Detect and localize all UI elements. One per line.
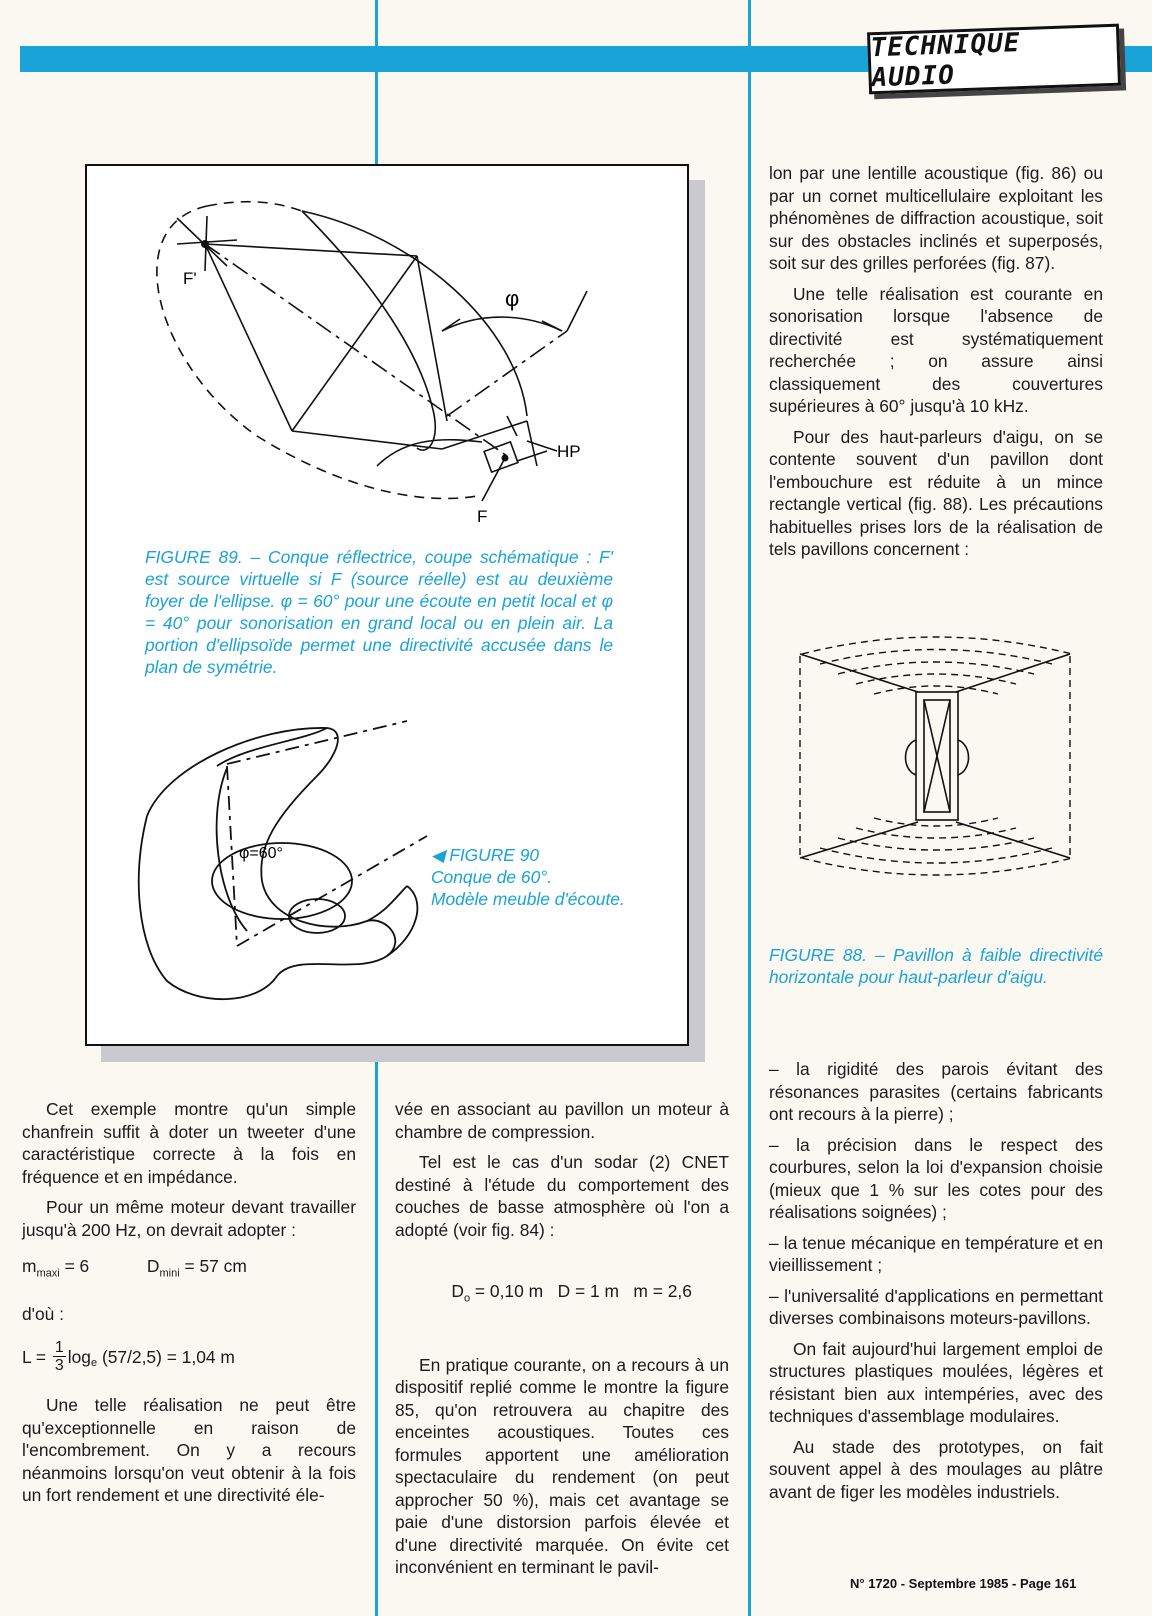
label-phi: φ — [505, 286, 520, 311]
left-paragraph-1: Cet exemple montre qu'un simple chanfrein suffit à doter un tweeter d'une caractéristique correcte à la fois en fréquence et en impédance. — [22, 1099, 356, 1187]
label-hp: HP — [557, 442, 581, 461]
figure-89-diagram — [87, 166, 687, 536]
section-title: TECHNIQUE AUDIO — [870, 28, 1021, 94]
column-rule-right — [748, 0, 751, 1616]
middle-paragraph-1: vée en associant au pavillon un moteur à chambre de compression. — [395, 1099, 729, 1142]
right-paragraph-4: On fait aujourd'hui largement emploi de structures plastiques moulées, légères et résistant bien aux intempéries, avec des techniques d'assemblage modulaires. — [769, 1338, 1103, 1426]
figure-89-caption: FIGURE 89. – Conque réflectrice, coupe schématique : F' est source virtuelle si F (source réelle) est au deuxième foyer de l'ellipse. φ = 60° pour une écoute en petit local et φ = 40° pour sonorisation en grand local ou en plein air. La portion d'ellipsoïde permet une directivité accusée dans le plan de symétrie. — [145, 547, 613, 677]
d-symbol: D — [146, 1256, 160, 1276]
right-paragraph-1: lon par une lentille acoustique (fig. 86) ou par un cornet multicellulaire exploitant les phénomènes de diffraction acoustique, soit sur des obstacles inclinés et superposés, soit sur des grilles perforées (fig. 87). — [769, 163, 1103, 273]
right-paragraph-5: Au stade des prototypes, on fait souvent appel à des moulages au plâtre avant de figer les modèles industriels. — [769, 1436, 1103, 1502]
label-f: F — [477, 507, 488, 526]
section-logo — [867, 24, 1121, 95]
right-column-top — [769, 162, 1103, 569]
m-subscript: maxi — [36, 1267, 60, 1280]
figure-90-line1: Conque de 60°. — [431, 867, 553, 887]
left-paragraph-2: Pour un même moteur devant travailler jusqu'à 200 Hz, on devrait adopter : — [22, 1197, 356, 1240]
formula-m-d — [22, 1255, 356, 1285]
d0-subscript: o — [463, 1291, 471, 1304]
figure-90-title: ◀ FIGURE 90 — [431, 845, 540, 865]
fraction-denominator: 3 — [54, 1357, 64, 1375]
formula-d0 — [395, 1257, 729, 1332]
d-value: = 57 cm — [179, 1256, 247, 1276]
log-subscript: e — [90, 1356, 98, 1369]
page-footer: N° 1720 - Septembre 1985 - Page 161 — [850, 1576, 1077, 1591]
m-symbol: m — [22, 1256, 37, 1276]
right-paragraph-2: Une telle réalisation est courante en sonorisation lorsque l'absence de directivité est systématiquement recherchée ; on assure ainsi classiquement des couvertures supérieures à 60° jusqu'à 10 kHz. — [769, 283, 1103, 416]
right-dash-4: – l'universalité d'applications en permettant diverses combinaisons moteurs-pavillons. — [769, 1285, 1103, 1328]
dou-text: d'où : — [22, 1303, 64, 1324]
figure-88-caption: FIGURE 88. – Pavillon à faible directivité horizontale pour haut-parleur d'aigu. — [769, 945, 1103, 987]
right-dash-3: – la tenue mécanique en température et en vieillissement ; — [769, 1232, 1103, 1275]
middle-column — [395, 1098, 729, 1587]
fraction-numerator: 1 — [54, 1339, 64, 1357]
right-dash-2: – la précision dans le respect des courbures, selon la loi d'expansion choisie (mieux que 1 % sur les cotes pour des réalisations soignées) ; — [769, 1134, 1103, 1222]
right-dash-1: – la rigidité des parois évitant des résonances parasites (certains fabricants ont recours à la pierre) ; — [769, 1059, 1103, 1124]
m-value: = 6 — [59, 1256, 90, 1276]
figure-88-drawing — [790, 630, 1090, 890]
formula-l — [22, 1339, 356, 1374]
left-paragraph-3: Une telle réalisation ne peut être qu'exceptionnelle en raison de l'encombrement. On y a recours néanmoins lorsqu'on veut obtenir à la fois un fort rendement et une directivité éle- — [22, 1395, 356, 1506]
left-column — [22, 1098, 356, 1515]
right-column-bottom — [769, 1058, 1103, 1511]
l-prefix: L = — [22, 1346, 51, 1367]
d0-rest: = 0,10 m D = 1 m m = 2,6 — [470, 1280, 692, 1301]
label-f-prime: F' — [183, 269, 197, 288]
log-symbol: log — [67, 1346, 91, 1367]
figure-box — [85, 164, 689, 1046]
l-rest: (57/2,5) = 1,04 m — [97, 1346, 235, 1367]
middle-paragraph-3: En pratique courante, on a recours à un dispositif replié comme le montre la figure 85, qu'on retrouvera au chapitre des enceintes acoustiques. Toutes ces formules apportent une amélioration spectaculaire du rendement (on peut approcher 50 %), mais cet avantage se paie d'une distorsion parfois élevée et d'une directivité marquée. On évite cet inconvénient en terminant le pavil- — [395, 1354, 729, 1578]
figure-90-line2: Modèle meuble d'écoute. — [431, 889, 625, 909]
d-subscript: mini — [159, 1267, 180, 1280]
right-paragraph-3: Pour des haut-parleurs d'aigu, on se contente souvent d'un pavillon dont l'embouchure est réduite à un mince rectangle vertical (fig. 88). Les précautions habituelles prises lors de la réalisation de tels pavillons concernent : — [769, 426, 1103, 559]
middle-paragraph-2: Tel est le cas d'un sodar (2) CNET destiné à l'étude du comportement des couches de basse atmosphère où l'on a adopté (voir fig. 84) : — [395, 1152, 729, 1240]
d0-symbol: D — [451, 1280, 464, 1301]
figure-90-caption — [431, 844, 671, 910]
figure-90-angle-label: φ=60° — [239, 845, 283, 862]
